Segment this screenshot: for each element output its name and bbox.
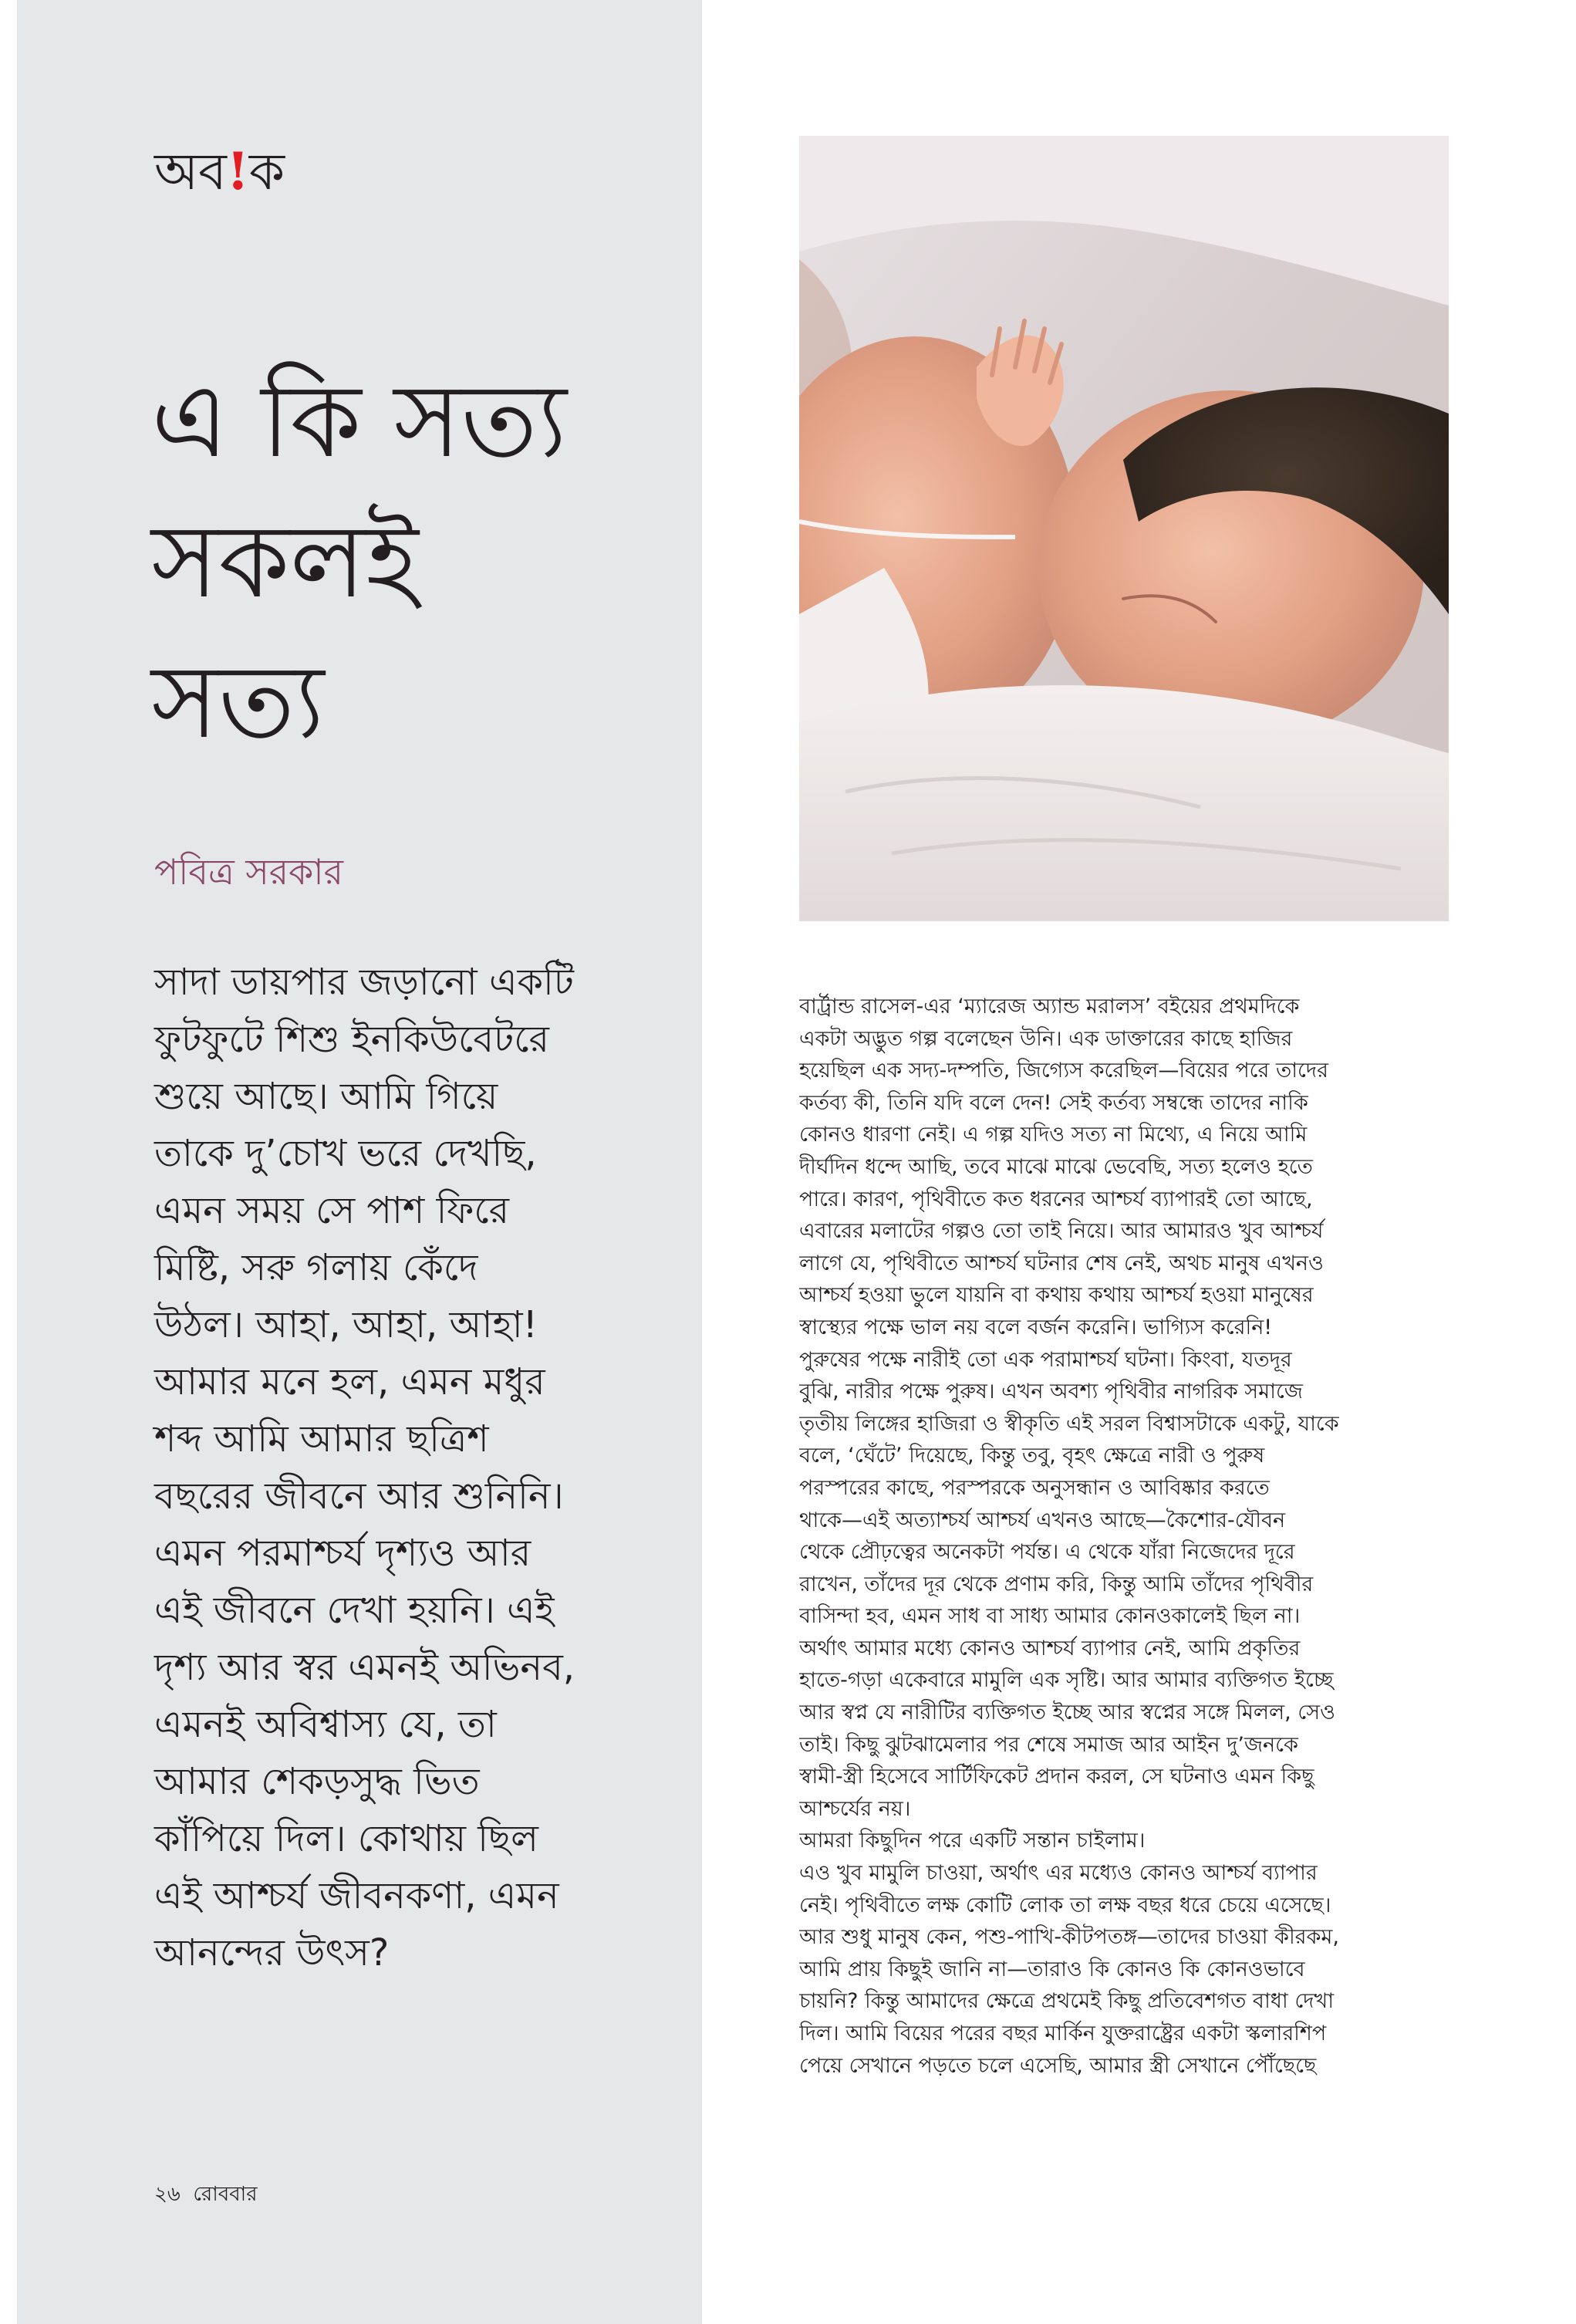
logo-part-2: ক: [248, 142, 285, 201]
body-line: লাগে যে, পৃথিবীতে আশ্চর্য ঘটনার শেষ নেই, অথচ মানুষ এখনও: [799, 1251, 1324, 1275]
body-line: হাতে-গড়া একেবারে মামুলি এক সৃষ্টি। আর আমার ব্যক্তিগত ইচ্ছে: [799, 1668, 1334, 1693]
body-line: নেই। পৃথিবীতে লক্ষ কোটি লোক তা লক্ষ বছর ধরে চেয়ে এসেছে।: [799, 1893, 1331, 1917]
body-line: এবারের মলাটের গল্পও তো তাই নিয়ে। আর আমারও খুব আশ্চর্য: [799, 1219, 1324, 1244]
body-line: বাসিন্দা হব, এমন সাধ বা সাধ্য আমার কোনওকালেই ছিল না।: [799, 1604, 1301, 1629]
page-number: ২৬: [154, 2183, 181, 2206]
body-line: অর্থাৎ আমার মধ্যে কোনও আশ্চর্য ব্যাপার নেই, আমি প্রকৃতির: [799, 1636, 1301, 1660]
article-title: [151, 351, 660, 772]
section-name: রোববার: [193, 2183, 258, 2206]
lead-line: শুয়ে আছে। আমি গিয়ে: [154, 1075, 498, 1118]
body-line: স্বাস্থ্যের পক্ষে ভাল নয় বলে বর্জন করেনি। ভাগ্যিস করেনি!: [799, 1315, 1273, 1339]
lead-line: বছরের জীবনে আর শুনিনি।: [154, 1474, 564, 1518]
lead-line: এই জীবনে দেখা হয়নি। এই: [154, 1589, 555, 1632]
lead-line: কাঁপিয়ে দিল। কোথায় ছিল: [154, 1817, 538, 1860]
body-line: কর্তব্য কী, তিনি যদি বলে দেন! সেই কর্তব্য সম্বন্ধে তাদের নাকি: [799, 1090, 1308, 1115]
body-line: আমরা কিছুদিন পরে একটি সন্তান চাইলাম।: [799, 1829, 1146, 1853]
body-line: হয়েছিল এক সদ্য-দম্পতি, জিগ্যেস করেছিল—বিয়ের পরে তাদের: [799, 1059, 1328, 1083]
logo-exclamation-mark: !: [226, 141, 249, 201]
lead-line: দৃশ্য আর স্বর এমনই অভিনব,: [154, 1646, 575, 1689]
lead-line: সাদা ডায়পার জড়ানো একটি: [154, 961, 574, 1004]
body-line: বলে, ‘ঘেঁটে’ দিয়েছে, কিন্তু তবু, বৃহৎ ক্ষেত্রে নারী ও পুরুষ: [799, 1444, 1265, 1468]
lead-line: এই আশ্চর্য জীবনকণা, এমন: [154, 1874, 559, 1917]
title-line: সত্য: [151, 643, 325, 762]
body-line: এও খুব মামুলি চাওয়া, অর্থাৎ এর মধ্যেও কোনও আশ্চর্য ব্যাপার: [799, 1861, 1318, 1886]
body-line: পরস্পরের কাছে, পরস্পরকে অনুসন্ধান ও আবিষ্কার করতে: [799, 1475, 1270, 1500]
lead-line: আমার মনে হল, এমন মধুর: [154, 1360, 545, 1404]
body-line: পেয়ে সেখানে পড়তে চলে এসেছি, আমার স্ত্রী সেখানে পৌঁছেছে: [799, 2053, 1317, 2078]
lead-line: তাকে দু’চোখ ভরে দেখছি,: [154, 1132, 537, 1175]
body-line: পারে। কারণ, পৃথিবীতে কত ধরনের আশ্চর্য ব্যাপারই তো আছে,: [799, 1187, 1313, 1211]
body-line: বুঝি, নারীর পক্ষে পুরুষ। এখন অবশ্য পৃথিবীর নাগরিক সমাজে: [799, 1380, 1303, 1404]
title-line: এ কি সত্য: [151, 362, 567, 481]
lead-line: এমনই অবিশ্বাস্য যে, তা: [154, 1703, 497, 1746]
logo-part-1: অব: [154, 142, 227, 201]
body-line: পুরুষের পক্ষে নারীই তো এক পরামাশ্চর্য ঘটনা। কিংবা, যতদূর: [799, 1347, 1292, 1372]
body-line: বার্ট্রান্ড রাসেল-এর ‘ম্যারেজ অ্যান্ড মরালস’ বইয়ের প্রথমদিকে: [799, 995, 1300, 1018]
body-text-column: [799, 991, 1447, 2082]
newborn-baby-photo: [799, 136, 1449, 921]
body-line: আমি প্রায় কিছুই জানি না—তারাও কি কোনও কি কোনওভাবে: [799, 1957, 1305, 1981]
lead-line: শব্দ আমি আমার ছত্রিশ: [154, 1417, 489, 1461]
body-line: রাখেন, তাঁদের দূর থেকে প্রণাম করি, কিন্তু আমি তাঁদের পৃথিবীর: [799, 1572, 1314, 1596]
body-line: কোনও ধারণা নেই। এ গল্প যদিও সত্য না মিথ্যে, এ নিয়ে আমি: [799, 1123, 1308, 1147]
lead-line: আমার শেকড়সুদ্ধ ভিত: [154, 1760, 480, 1803]
body-line: চায়নি? কিন্তু আমাদের ক্ষেত্রে প্রথমেই কিছু প্রতিবেশগত বাধা দেখা: [799, 1989, 1335, 2014]
lead-line: মিষ্টি, সরু গলায় কেঁদে: [154, 1246, 478, 1289]
body-line: দীর্ঘদিন ধন্দে আছি, তবে মাঝে মাঝে ভেবেছি, সত্য হলেও হতে: [799, 1154, 1313, 1179]
lead-line: আনন্দের উৎস?: [154, 1931, 390, 1974]
body-line: থেকে প্রৌঢ়ত্বের অনেকটা পর্যন্ত। এ থেকে যাঁরা নিজেদের দূরে: [799, 1540, 1295, 1565]
body-line: তৃতীয় লিঙ্গের হাজিরা ও স্বীকৃতি এই সরল বিশ্বাসটাকে একটু, যাকে: [799, 1411, 1339, 1436]
body-line: একটা অদ্ভুত গল্প বলেছেন উনি। এক ডাক্তারের কাছে হাজির: [799, 1026, 1293, 1051]
page-folio: [154, 2182, 258, 2207]
body-line: তাই। কিছু ঝুটঝামেলার পর শেষে সমাজ আর আইন দু’জনকে: [799, 1732, 1298, 1757]
body-line: আর শুধু মানুষ কেন, পশু-পাখি-কীটপতঙ্গ—তাদের চাওয়া কীরকম,: [799, 1925, 1339, 1950]
body-line: স্বামী-স্ত্রী হিসেবে সার্টিফিকেট প্রদান করল, সে ঘটনাও এমন কিছু: [799, 1765, 1314, 1789]
body-line: আশ্চর্য হওয়া ভুলে যায়নি বা কথায় কথায় আশ্চর্য হওয়া মানুষের: [799, 1283, 1314, 1308]
lead-line: এমন সময় সে পাশ ফিরে: [154, 1189, 510, 1232]
title-line: সকলই: [151, 502, 419, 621]
body-line: আর স্বপ্ন যে নারীটির ব্যক্তিগত ইচ্ছে আর স্বপ্নের সঙ্গে মিলল, সেও: [799, 1701, 1335, 1725]
magazine-logo: [154, 140, 285, 203]
body-line: আশ্চর্যের নয়।: [799, 1796, 911, 1821]
lead-line: উঠল। আহা, আহা, আহা!: [154, 1303, 538, 1346]
author-byline: পবিত্র সরকার: [154, 851, 343, 893]
lead-line: ফুটফুটে শিশু ইনকিউবেটরে: [154, 1018, 549, 1061]
body-line: দিল। আমি বিয়ের পরের বছর মার্কিন যুক্তরাষ্ট্রের একটা স্কলারশিপ: [799, 2022, 1327, 2045]
body-line: থাকে—এই অত্যাশ্চর্য আশ্চর্য এখনও আছে—কৈশোর-যৌবন: [799, 1508, 1286, 1532]
lead-paragraph: [154, 954, 663, 1981]
lead-line: এমন পরমাশ্চর্য দৃশ্যও আর: [154, 1532, 532, 1575]
